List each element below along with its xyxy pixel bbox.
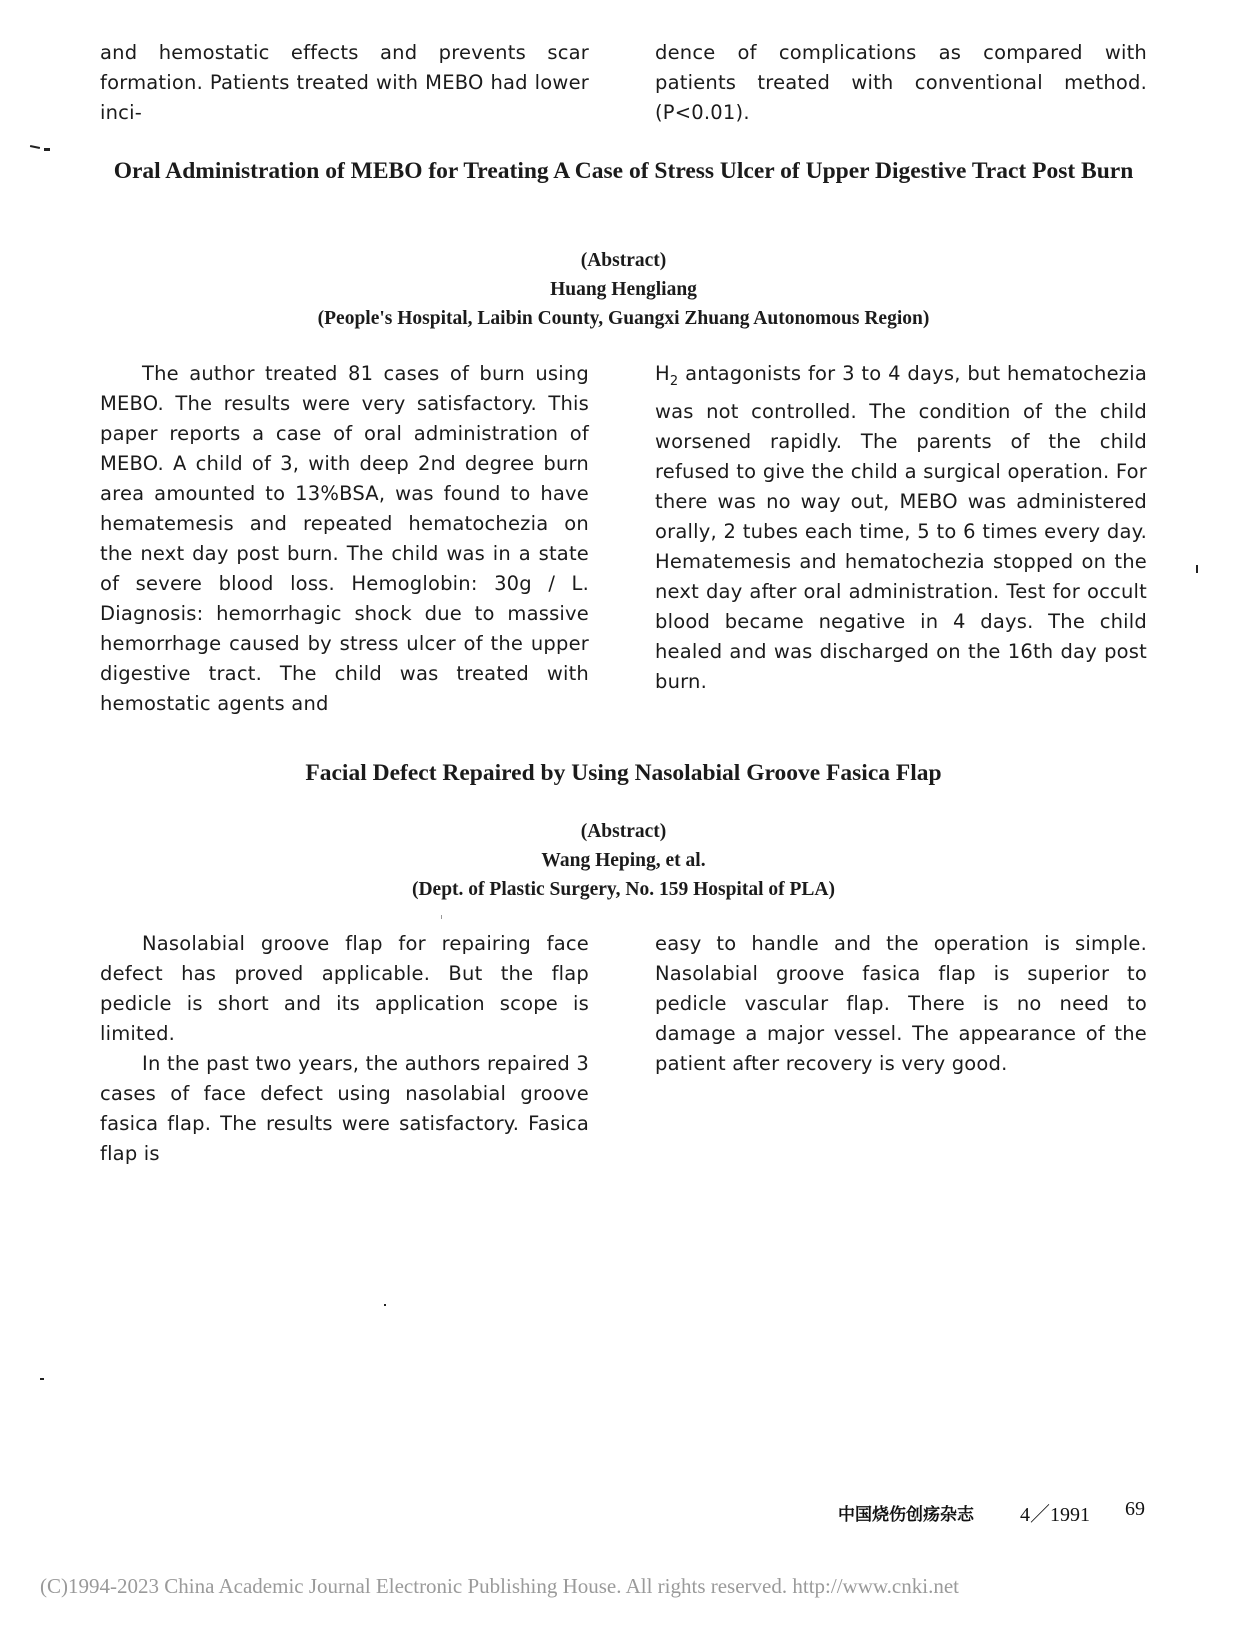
h2-symbol	[655, 362, 679, 389]
article2-body-left	[100, 929, 589, 1169]
article2-body-right	[655, 929, 1147, 1079]
top-fragment-right-text: dence of complications as compared with patients treated with conventional method. (P<0.01).	[655, 41, 1147, 124]
article2-paragraph-left-1: Nasolabial groove flap for repairing face defect has proved applicable. But the flap pedicle is short and its application scope is limited.	[100, 932, 589, 1045]
article2-paragraph-right: easy to handle and the operation is simple. Nasolabial groove fasica flap is superior to pedicle vascular flap. There is no need to damage a major vessel. The appearance of the patient after recovery is very good.	[655, 932, 1147, 1075]
top-fragment-right	[655, 38, 1147, 128]
article2-affiliation: (Dept. of Plastic Surgery, No. 159 Hospital of PLA)	[411, 879, 835, 900]
article1-affiliation: (People's Hospital, Laibin County, Guangxi Zhuang Autonomous Region)	[317, 308, 930, 329]
footer-issue: 4／1991	[1020, 1504, 1090, 1526]
article1-paragraph-right	[655, 359, 1147, 697]
footer-page-number: 69	[1125, 1498, 1145, 1520]
subscript-2: 2	[669, 373, 679, 389]
footer-journal-name: 中国烧伤创疡杂志	[838, 1505, 974, 1525]
article1-abstract-label: (Abstract)	[580, 250, 667, 271]
top-fragment-left	[100, 38, 589, 128]
article2-title: Facial Defect Repaired by Using Nasolabial Groove Fasica Flap	[305, 760, 942, 786]
article1-paragraph-left: The author treated 81 cases of burn using MEBO. The results were very satisfactory. This paper reports a case of oral administration of MEBO. A child of 3, with deep 2nd degree burn area amounted to 13%BSA, was found to have hematemesis and repeated hematochezia on the next day post burn. The child was in a state of severe blood loss. Hemoglobin: 30g / L. Diagnosis: hemorrhagic shock due to massive hemorrhage caused by stress ulcer of the upper digestive tract. The child was treated with hemostatic agents and	[100, 362, 589, 715]
article1-author: Huang Hengliang	[550, 279, 697, 300]
scan-speck	[40, 1378, 44, 1380]
article1-right-text: antagonists for 3 to 4 days, but hematochezia was not controlled. The condition of the child worsened rapidly. The parents of the child refused to give the child a surgical operation. For there was no way out, MEBO was administered orally, 2 tubes each time, 5 to 6 times every day. Hematemesis and hematochezia stopped on the next day after oral administration. Test for occult blood became negative in 4 days. The child healed and was discharged on the 16th day post burn.	[655, 362, 1147, 693]
article1-body-left	[100, 359, 589, 719]
article2-meta	[90, 817, 1157, 904]
scan-speck	[1196, 565, 1198, 573]
copyright-line: (C)1994-2023 China Academic Journal Electronic Publishing House. All rights reserved. http://www.cnki.net	[40, 1574, 959, 1598]
scan-speck	[30, 145, 40, 149]
scan-speck	[44, 148, 50, 151]
article2-paragraph-left-2: In the past two years, the authors repaired 3 cases of face defect using nasolabial groove fasica flap. The results were satisfactory. Fasica flap is	[100, 1052, 589, 1165]
h-letter: H	[655, 362, 670, 385]
scan-speck	[384, 1304, 386, 1306]
top-fragment-left-text: and hemostatic effects and prevents scar formation. Patients treated with MEBO had lower inci-	[100, 41, 589, 124]
article2-abstract-label: (Abstract)	[580, 821, 667, 842]
article1-meta	[90, 246, 1157, 333]
article1-body-right	[655, 359, 1147, 697]
article1-title: Oral Administration of MEBO for Treating A Case of Stress Ulcer of Upper Digestive Tract Post Burn	[113, 158, 1134, 184]
scan-speck	[441, 915, 442, 919]
article2-author: Wang Heping, et al.	[541, 850, 706, 871]
